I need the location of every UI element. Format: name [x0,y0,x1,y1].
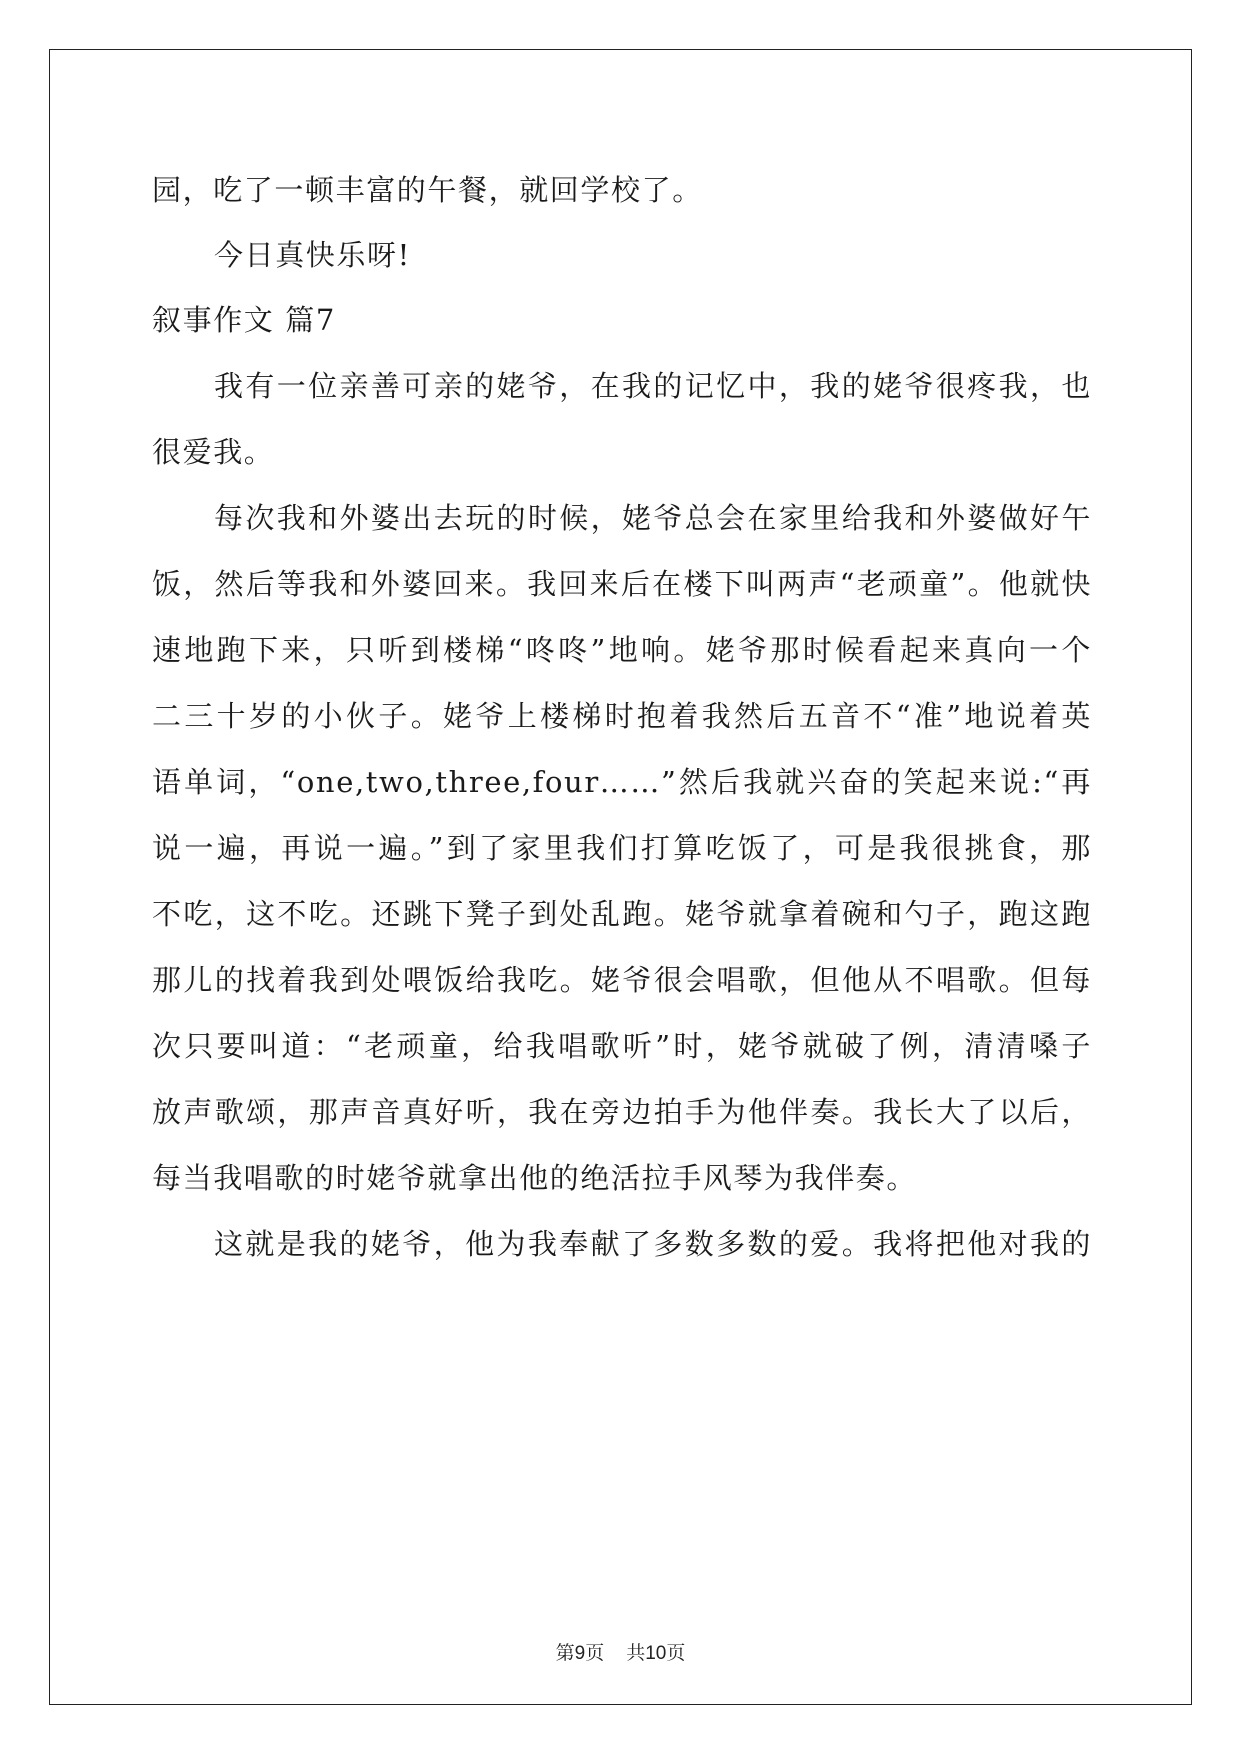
text-line: 不吃，这不吃。还跳下凳子到处乱跑。姥爷就拿着碗和勺子，跑这跑 [152,897,1092,931]
text-line: 每当我唱歌的时姥爷就拿出他的绝活拉手风琴为我伴奏。 [152,1161,918,1195]
text-line: 那儿的找着我到处喂饭给我吃。姥爷很会唱歌，但他从不唱歌。但每 [152,963,1092,997]
page-number [556,1641,605,1666]
section-heading: 叙事作文 篇7 [152,303,336,337]
page-prefix: 第 [555,1642,575,1664]
text-line: 速地跑下来，只听到楼梯“咚咚”地响。姥爷那时候看起来真向一个 [152,633,1092,667]
text-line: 放声歌颂，那声音真好听，我在旁边拍手为他伴奏。我长大了以后， [152,1095,1092,1129]
page-suffix: 页 [585,1642,605,1664]
text-line: 饭，然后等我和外婆回来。我回来后在楼下叫两声“老顽童”。他就快 [152,567,1092,601]
current-page: 9 [574,1643,586,1664]
text-line: 说一遍，再说一遍。”到了家里我们打算吃饭了，可是我很挑食，那 [152,831,1092,865]
total-suffix: 页 [666,1642,686,1664]
page-footer [0,1641,1241,1666]
text-line: 语单词，“one,two,three,four……”然后我就兴奋的笑起来说:“再 [152,765,1092,799]
text-line: 次只要叫道：“老顽童，给我唱歌听”时，姥爷就破了例，清清嗓子 [152,1029,1092,1063]
text-line: 二三十岁的小伙子。姥爷上楼梯时抱着我然后五音不“准”地说着英 [152,699,1092,733]
text-line: 这就是我的姥爷，他为我奉献了多数多数的爱。我将把他对我的 [214,1227,1092,1261]
total-prefix: 共 [626,1642,646,1664]
text-line: 我有一位亲善可亲的姥爷，在我的记忆中，我的姥爷很疼我，也 [214,369,1092,403]
total-pages: 10 [645,1643,667,1664]
text-line: 很爱我。 [152,435,275,469]
text-line: 园，吃了一顿丰富的午餐，就回学校了。 [152,173,703,207]
page-border [49,49,1192,1705]
text-line: 每次我和外婆出去玩的时候，姥爷总会在家里给我和外婆做好午 [214,501,1092,535]
text-line: 今日真快乐呀! [214,238,411,272]
page-total [626,1641,685,1666]
